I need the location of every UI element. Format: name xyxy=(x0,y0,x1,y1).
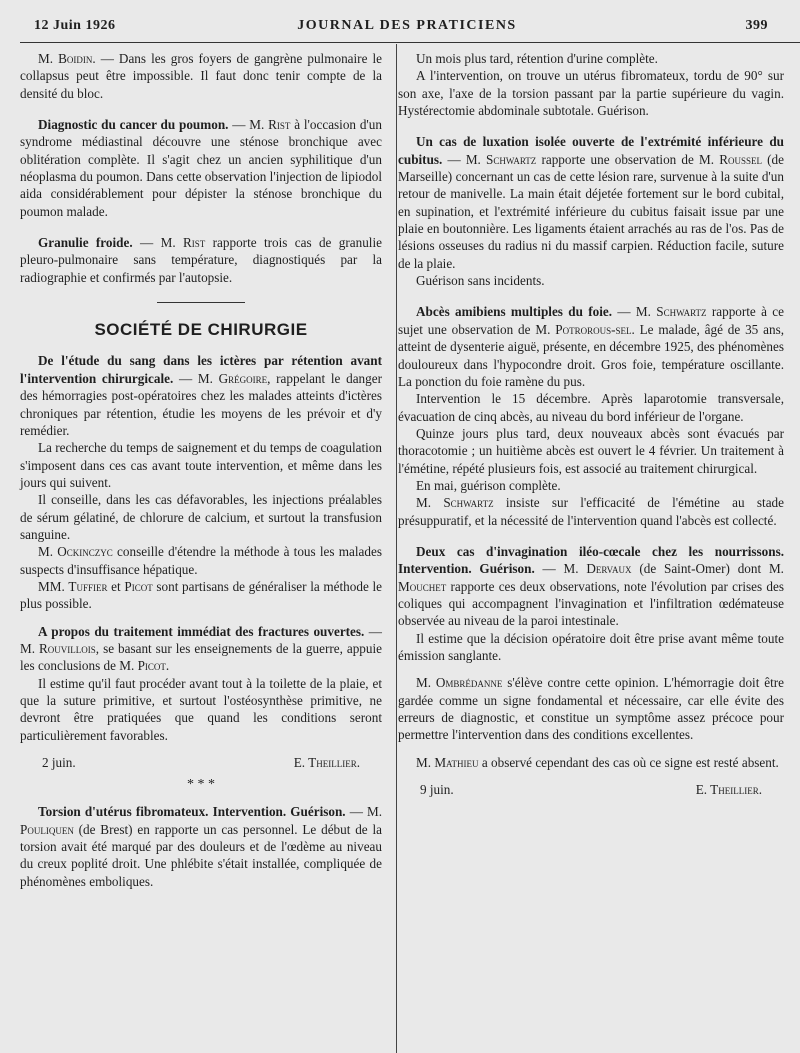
signature-date: 2 juin. xyxy=(42,755,76,771)
paragraph: M. Mathieu a observé cependant des cas où ce signe est resté absent. xyxy=(416,754,779,770)
signature-date: 9 juin. xyxy=(420,782,454,798)
article-invagination: Deux cas d'invagination iléo-cœcale chez les nourrissons. Intervention. Guérison. — M. Dervaux (de Saint-Omer) dont M. Mouchet rapporte ces deux observations, note l'évolution par crises des coliques qui accompagnent l'invagination et l'infiltration œdémateuse observée au niveau de la paroi intestinale. xyxy=(398,543,784,629)
article-title: Deux cas d'invagination iléo-cœcale chez les nourrissons. Intervention. Guérison. xyxy=(398,543,784,577)
article-sang-icteres: De l'étude du sang dans les ictères par rétention avant l'intervention chirurgicale. — M. Grégoire, rappelant le danger des hémorragies post-opératoires chez les malades atteints d'ictères chroniques par rétention, étudie les moyens de les prévoir et d'y remédier. xyxy=(20,353,382,438)
paragraph: A l'intervention, on trouve un utérus fibromateux, tordu de 90° sur son axe, l'axe de la torsion passant par la partie supérieure du vagin. Hystérectomie abdominale subtotale. Guérison. xyxy=(398,68,784,119)
asterism: * * * xyxy=(187,777,215,793)
author-name: Pouliquen xyxy=(20,821,74,837)
article-title: De l'étude du sang dans les ictères par rétention avant l'intervention chirurgicale. xyxy=(20,353,382,386)
article-title: Un cas de luxation isolée ouverte de l'extrémité inférieure du cubitus. xyxy=(398,134,784,167)
section-divider xyxy=(157,302,245,303)
author-name: Rist xyxy=(268,117,291,133)
paragraph: M. Ockinczyc conseille d'étendre la méthode à tous les malades suspects d'insuffisance hépatique. xyxy=(20,544,382,577)
article-torsion: Torsion d'utérus fibromateux. Intervention. Guérison. — M. Pouliquen (de Brest) en rapporte un cas personnel. Le début de la torsion avait été marqué par des douleurs et de l'œdème au niveau du creux poplité droit. Une phlébite s'était installée, compliquée de phénomènes emboliques. xyxy=(20,804,382,889)
author-name: Schwartz xyxy=(656,304,707,320)
signature-author: E. Theillier. xyxy=(293,755,360,771)
column-separator xyxy=(396,44,397,1053)
author-name: Roussel xyxy=(719,151,762,167)
paragraph: Quinze jours plus tard, deux nouveaux abcès sont évacués par thoracotomie ; un huitième abcès est ouvert le 4 février. Un traitement à l'émétine, répété plusieurs fois, est associé au traitement chirurgical. xyxy=(398,425,784,476)
page-number: 399 xyxy=(745,18,768,33)
paragraph-boidin: M. Boidin. — Dans les gros foyers de gangrène pulmonaire le collapsus peut être impossible. Il faut donc tenir compte de la densité du bloc. xyxy=(20,51,382,101)
header-rule xyxy=(20,42,800,43)
author-name: Schwartz xyxy=(443,495,494,511)
article-title: A propos du traitement immédiat des fractures ouvertes. xyxy=(38,623,365,639)
author-name: Grégoire xyxy=(218,370,268,386)
paragraph: Intervention le 15 décembre. Après laparotomie transversale, évacuation de cinq abcès, au niveau du bord inférieur de l'organe. xyxy=(398,391,784,424)
paragraph: En mai, guérison complète. xyxy=(416,477,561,493)
left-column xyxy=(20,50,382,890)
article-cancer-poumon: Diagnostic du cancer du poumon. — M. Rist à l'occasion d'un syndrome médiastinal découvre une sténose bronchique avec oblitération complète. Il s'agit chez un ancien syphilitique d'un néoplasma du poumon. Dans cette observation l'injection de lipiodol aida considérablement pour dépister la sténose bronchique du poumon malade. xyxy=(20,117,382,219)
article-fractures: A propos du traitement immédiat des fractures ouvertes. — M. Rouvillois, se basant sur les enseignements de la guerre, appuie les conclusions de M. Picot. xyxy=(20,623,382,674)
paragraph: M. Ombrédanne s'élève contre cette opinion. L'hémorragie doit être gardée comme un signe fondamental et nécessaire, car elle évite des erreurs de diagnostic, et constitue un symptôme assez précoce pour permettre l'intervention dans des conditions excellentes. xyxy=(398,675,784,743)
author-name: Ombrédanne xyxy=(435,675,503,691)
paragraph: La recherche du temps de saignement et du temps de coagulation s'imposent dans ces cas avant toute intervention, et même dans les jours qui suivent. xyxy=(20,440,382,490)
paragraph: Il estime qu'il faut procéder avant tout à la toilette de la plaie, et que la suture primitive, et surtout l'ostéosynthèse primitive, ne devront être pratiquées que quand les conditions seront particulièrement favorables. xyxy=(20,675,382,743)
article-luxation: Un cas de luxation isolée ouverte de l'extrémité inférieure du cubitus. — M. Schwartz rapporte une observation de M. Roussel (de Marseille) concernant un cas de cette lésion rare, survenue à la suite d'un retour de manivelle. La main était déjetée fortement sur le bord cubital, en supination, et l'extrémité inférieure du cubitus faisait issue par une plaie en boutonnière. Les ligaments étaient arrachés au ras de l'os. Pas de lésions osseuses du radius ni du massif carpien. Réduction facile, suture de la plaie. xyxy=(398,134,784,271)
paragraph: Il estime que la décision opératoire doit être prise avant même toute émission sanglante. xyxy=(398,630,784,663)
author-name: Dervaux xyxy=(586,561,632,577)
right-column xyxy=(398,50,784,798)
author-name: Rouvillois xyxy=(39,640,96,656)
paragraph: M. Schwartz insiste sur l'efficacité de l'émétine au stade présuppuratif, et la nécessité de l'intervention quand l'abcès est collecté. xyxy=(398,495,784,528)
author-name: Picot xyxy=(124,578,153,594)
author-name: Ockinczyc xyxy=(57,544,113,560)
article-title: Abcès amibiens multiples du foie. xyxy=(416,304,613,320)
journal-title: JOURNAL DES PRATICIENS xyxy=(297,18,517,33)
paragraph: MM. Tuffier et Picot sont partisans de généraliser la méthode le plus possible. xyxy=(20,578,382,612)
author-name: M. Boidin. xyxy=(38,51,96,66)
running-header xyxy=(34,18,780,38)
author-name: Picot xyxy=(137,658,166,674)
paragraph: Il conseille, dans les cas défavorables, les injections préalables de sérum gélatiné, de chlorure de calcium, et surtout la transfusion sanguine. xyxy=(20,492,382,542)
author-name: Mathieu xyxy=(434,754,479,770)
paragraph: Un mois plus tard, rétention d'urine complète. xyxy=(416,51,658,66)
author-name: Mouchet xyxy=(398,578,447,594)
article-abces-amibiens: Abcès amibiens multiples du foie. — M. Schwartz rapporte à ce sujet une observation de M. Potrorous-sel. Le malade, âgé de 35 ans, atteint de dysenterie aiguë, présente, en décembre 1925, des phénomènes douloureux dans l'hypocondre droit. Gros foie, température oscillante. La ponction du foie ramène du pus. xyxy=(398,304,784,389)
header-date: 12 Juin 1926 xyxy=(34,18,116,33)
section-title: SOCIÉTÉ DE CHIRURGIE xyxy=(94,320,308,340)
article-title: Granulie froide. xyxy=(38,235,133,251)
article-title: Torsion d'utérus fibromateux. Intervention. Guérison. xyxy=(38,804,346,820)
article-granulie: Granulie froide. — M. Rist rapporte trois cas de granulie pleuro-pulmonaire sans température, diagnostiqués par la radiographie et confirmés par l'autopsie. xyxy=(20,235,382,285)
signature xyxy=(398,781,784,798)
article-title: Diagnostic du cancer du poumon. xyxy=(38,117,229,133)
author-name: Rist xyxy=(182,235,206,251)
signature xyxy=(20,754,382,771)
author-name: Potrorous-sel xyxy=(555,321,632,337)
signature-author: E. Theillier. xyxy=(695,782,762,798)
author-name: Tuffier xyxy=(68,578,108,594)
author-name: Schwartz xyxy=(486,151,537,167)
paragraph: Guérison sans incidents. xyxy=(416,273,545,289)
